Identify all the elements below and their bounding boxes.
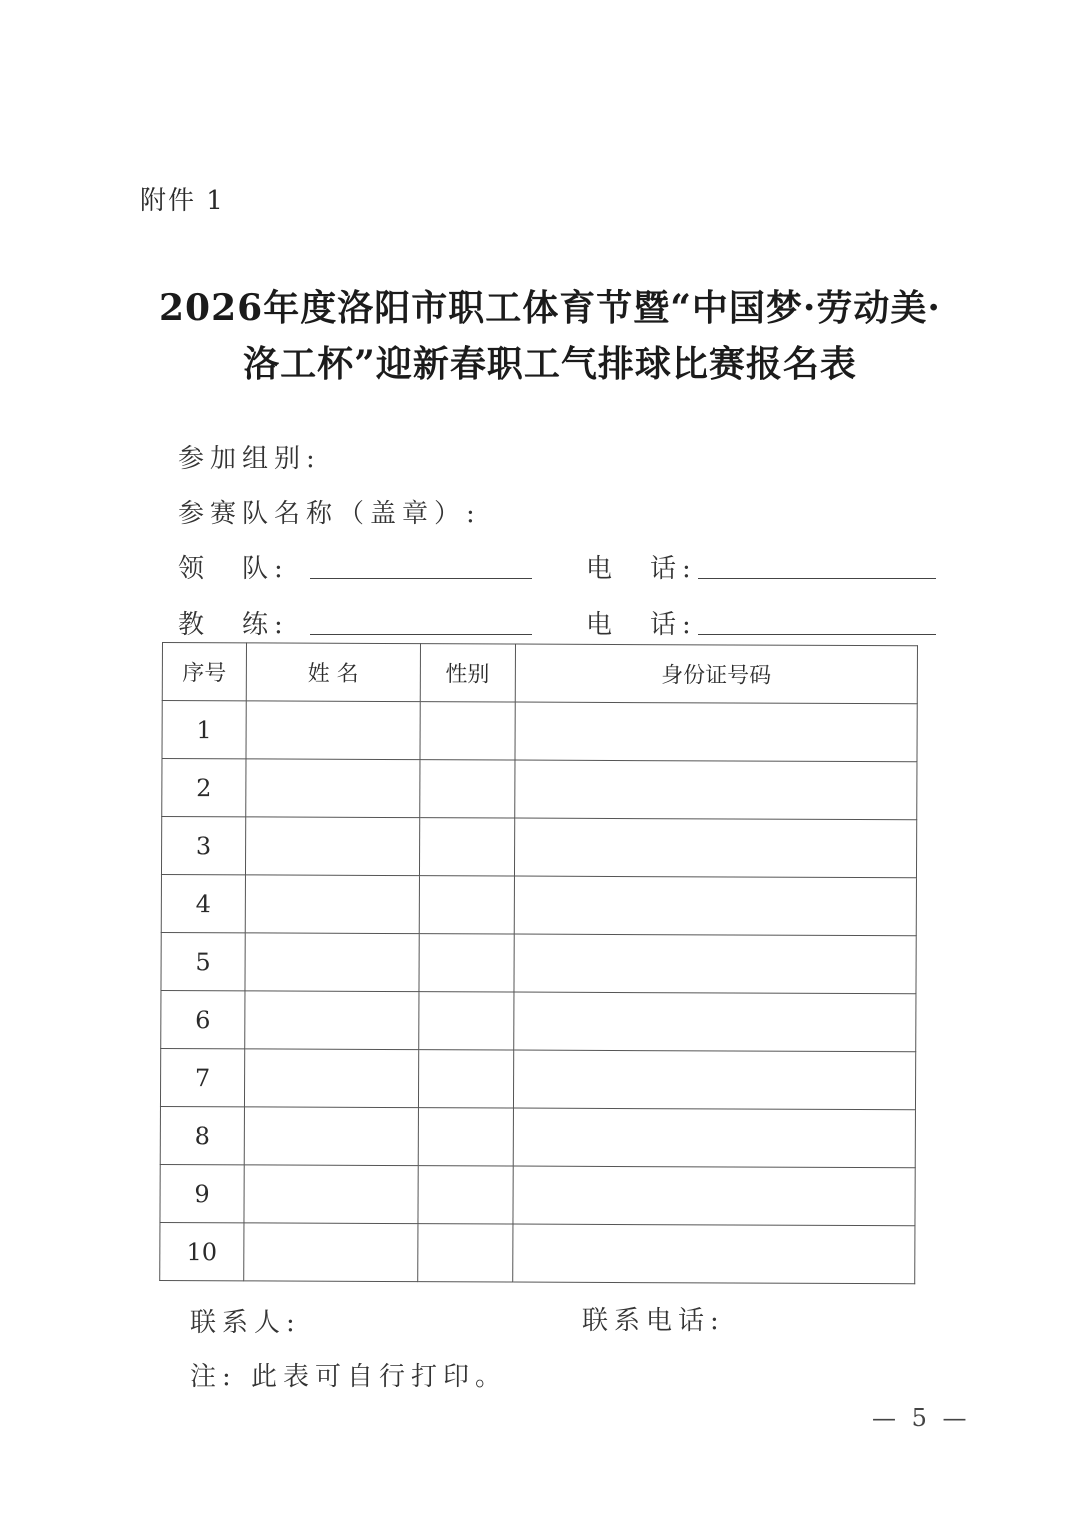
- gender-cell: [419, 934, 514, 992]
- name-cell: [244, 1223, 418, 1282]
- leader-phone-blank-line: [698, 578, 936, 579]
- row-index: 10: [160, 1222, 244, 1280]
- table-row: [160, 1048, 915, 1109]
- group-label: 参加组别:: [178, 444, 321, 474]
- name-cell: [246, 759, 420, 818]
- note-text: 注: 此表可自行打印。: [190, 1362, 508, 1392]
- id-number-cell: [515, 702, 918, 762]
- header-name: 姓 名: [246, 643, 420, 702]
- gender-cell: [418, 1108, 513, 1166]
- gender-cell: [419, 818, 514, 876]
- gender-cell: [418, 992, 513, 1050]
- contact-phone-label: 联系电话:: [582, 1306, 725, 1336]
- gender-cell: [419, 760, 514, 818]
- name-cell: [245, 933, 419, 992]
- table-row: [162, 759, 917, 820]
- row-index: 6: [161, 990, 245, 1048]
- row-index: 7: [160, 1048, 244, 1106]
- row-index: 3: [161, 817, 245, 875]
- name-cell: [246, 701, 420, 760]
- name-cell: [244, 1049, 418, 1108]
- coach-phone-blank-line: [698, 634, 936, 635]
- gender-cell: [418, 1050, 513, 1108]
- gender-cell: [419, 876, 514, 934]
- row-index: 9: [160, 1164, 244, 1222]
- table-row: [161, 990, 916, 1051]
- attachment-label: 附件 1: [140, 186, 225, 216]
- gender-cell: [420, 702, 515, 760]
- id-number-cell: [513, 1166, 916, 1226]
- name-cell: [245, 875, 419, 934]
- coach-label: 教 练:: [178, 610, 289, 640]
- id-number-cell: [514, 818, 917, 878]
- table-row: [160, 1222, 915, 1283]
- id-number-cell: [513, 1050, 916, 1110]
- id-number-cell: [514, 934, 917, 994]
- leader-phone-label: 电 话:: [586, 554, 697, 584]
- id-number-cell: [514, 760, 917, 820]
- coach-blank-line: [310, 634, 532, 635]
- contact-person-label: 联系人:: [190, 1308, 301, 1338]
- row-index: 2: [162, 759, 246, 817]
- table-header-row: [162, 643, 917, 704]
- form-title-line-1: 2026年度洛阳市职工体育节暨“中国梦·劳动美·: [159, 287, 941, 329]
- id-number-cell: [514, 876, 917, 936]
- row-index: 8: [160, 1106, 244, 1164]
- id-number-cell: [513, 992, 916, 1052]
- id-number-cell: [513, 1108, 916, 1168]
- header-index: 序号: [162, 643, 246, 701]
- row-index: 4: [161, 874, 245, 932]
- leader-label: 领 队:: [178, 554, 289, 584]
- name-cell: [245, 991, 419, 1050]
- header-gender: 性别: [420, 644, 515, 702]
- name-cell: [244, 1165, 418, 1224]
- table-row: [161, 874, 916, 935]
- id-number-cell: [512, 1224, 915, 1284]
- coach-phone-label: 电 话:: [586, 610, 697, 640]
- row-index: 1: [162, 701, 246, 759]
- registration-table: [159, 642, 918, 1284]
- table-row: [160, 1106, 915, 1167]
- name-cell: [245, 817, 419, 876]
- team-name-label: 参赛队名称（盖章）:: [178, 499, 481, 529]
- leader-blank-line: [310, 578, 532, 579]
- table-row: [162, 701, 917, 762]
- gender-cell: [417, 1224, 512, 1282]
- row-index: 5: [161, 932, 245, 990]
- name-cell: [244, 1107, 418, 1166]
- table-row: [161, 817, 916, 878]
- table-row: [160, 1164, 915, 1225]
- page-number: — 5 —: [872, 1404, 971, 1432]
- form-title-line-2: 洛工杯”迎新春职工气排球比赛报名表: [243, 343, 857, 385]
- table-row: [161, 932, 916, 993]
- header-id-number: 身份证号码: [515, 644, 918, 704]
- gender-cell: [418, 1166, 513, 1224]
